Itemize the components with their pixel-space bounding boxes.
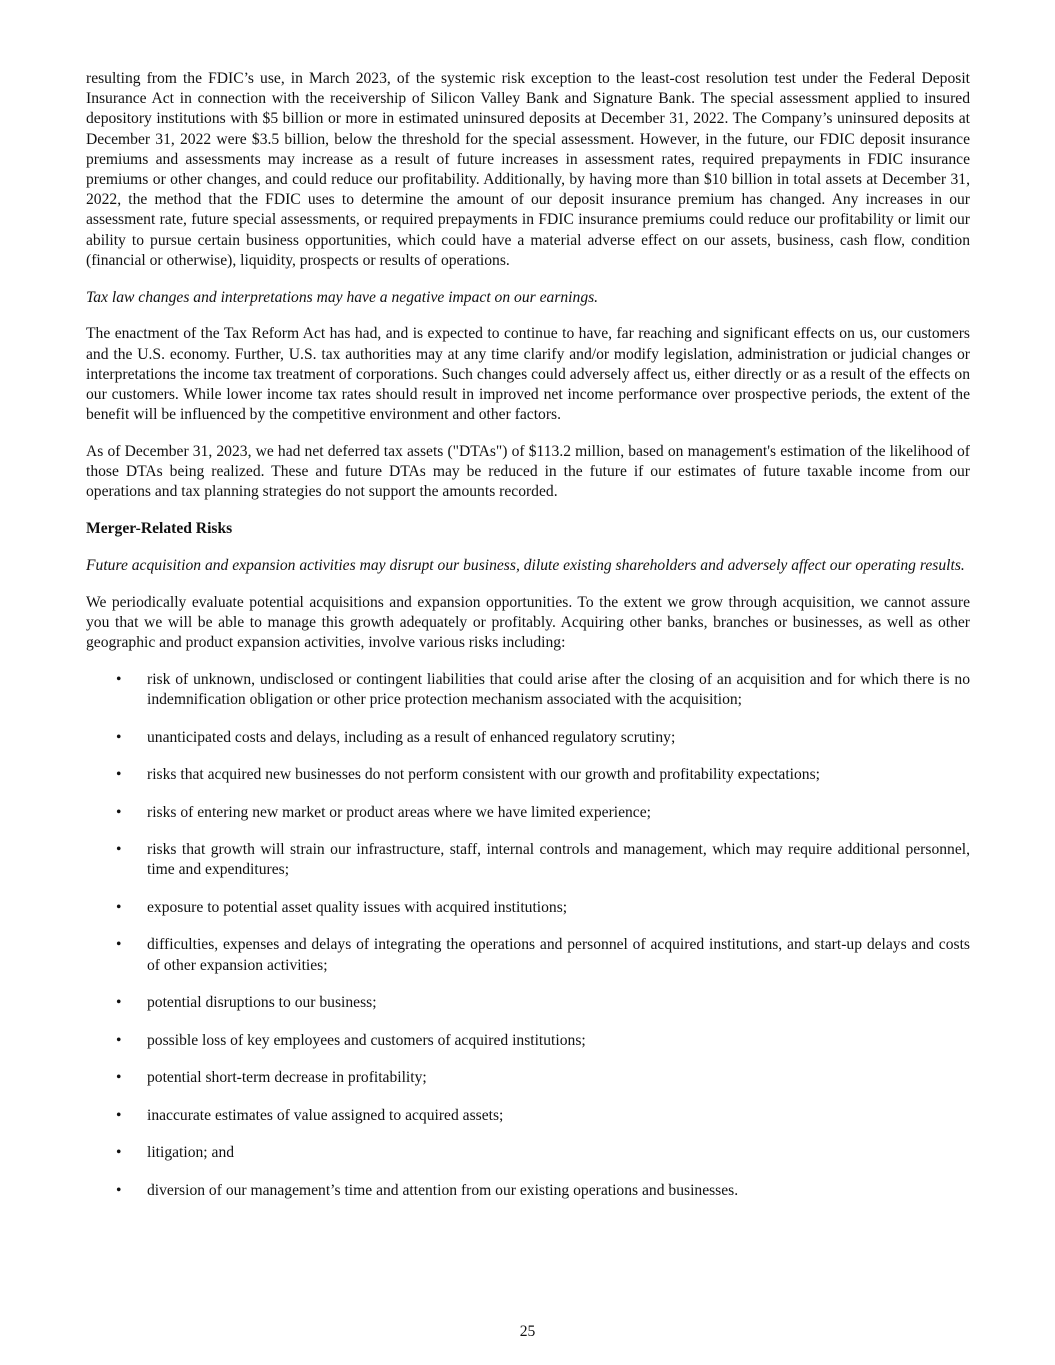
list-item (86, 1068, 970, 1088)
list-item-text: exposure to potential asset quality issues with acquired institutions; (147, 898, 568, 916)
bullet-icon: • (116, 898, 122, 916)
subheading-acquisition: Future acquisition and expansion activities may disrupt our business, dilute existing shareholders and adversely affect our operating results. (86, 557, 965, 575)
bullet-icon: • (116, 728, 122, 746)
bullet-icon: • (116, 936, 122, 954)
list-item-text: risks that growth will strain our infrastructure, staff, internal controls and management, which may require additional personnel, time and expenditures; (147, 841, 970, 879)
list-item (86, 1181, 970, 1201)
list-item (86, 670, 970, 710)
risk-list (86, 670, 970, 1201)
paragraph-acquisitions: We periodically evaluate potential acquisitions and expansion opportunities. To the extent we grow through acquisition, we cannot assure you that we will be able to manage this growth adequately or profitably. Acquiring other banks, branches or businesses, as well as other geographic and product expansion activities, involve various risks including: (86, 593, 970, 652)
list-item-text: risks that acquired new businesses do not perform consistent with our growth and profitability expectations; (147, 766, 820, 784)
list-item-text: diversion of our management’s time and attention from our existing operations and businesses. (147, 1181, 739, 1199)
list-item-text: litigation; and (147, 1144, 235, 1162)
bullet-icon: • (116, 766, 122, 784)
list-item (86, 1031, 970, 1051)
bullet-icon: • (116, 803, 122, 821)
list-item (86, 935, 970, 975)
list-item (86, 840, 970, 880)
section-heading-merger: Merger-Related Risks (86, 520, 233, 538)
bullet-icon: • (116, 1031, 122, 1049)
page-number: 25 (519, 1323, 536, 1340)
bullet-icon: • (116, 994, 122, 1012)
list-item (86, 1106, 970, 1126)
bullet-icon: • (116, 671, 122, 689)
list-item-text: risks of entering new market or product areas where we have limited experience; (147, 803, 651, 821)
list-item-text: difficulties, expenses and delays of integrating the operations and personnel of acquired institutions, and start-up delays and costs of other expansion activities; (147, 936, 970, 974)
paragraph-fdic: resulting from the FDIC’s use, in March 2023, of the systemic risk exception to the least-cost resolution test under the Federal Deposit Insurance Act in connection with the receivership of Silicon Valley Bank and Signature Bank. The special assessment applied to insured depository institutions with $5 billion or more in estimated uninsured deposits at December 31, 2022. The Company’s uninsured deposits at December 31, 2022 were $3.5 billion, below the threshold for the special assessment. However, in the future, our FDIC deposit insurance premiums and assessments may increase as a result of future increases in assessment rates, required prepayments in FDIC insurance premiums or other changes, and could reduce our profitability. Additionally, by having more than $10 billion in total assets at December 31, 2022, the method that the FDIC uses to determine the amount of our deposit insurance premium has changed. Any increases in our assessment rate, future special assessments, or required prepayments in FDIC insurance premiums could reduce our profitability or limit our ability to pursue certain business opportunities, which could have a material adverse effect on our assets, business, cash flow, condition (financial or otherwise), liquidity, prospects or results of operations. (86, 70, 970, 269)
document-page (86, 69, 970, 1218)
bullet-icon: • (116, 841, 122, 859)
list-item (86, 765, 970, 785)
list-item (86, 993, 970, 1013)
list-item-text: possible loss of key employees and customers of acquired institutions; (147, 1031, 586, 1049)
list-item (86, 728, 970, 748)
bullet-icon: • (116, 1106, 122, 1124)
list-item (86, 803, 970, 823)
bullet-icon: • (116, 1181, 122, 1199)
bullet-icon: • (116, 1144, 122, 1162)
bullet-icon: • (116, 1069, 122, 1087)
list-item-text: unanticipated costs and delays, including as a result of enhanced regulatory scrutiny; (147, 728, 676, 746)
paragraph-dta: As of December 31, 2023, we had net deferred tax assets ("DTAs") of $113.2 million, based on management's estimation of the likelihood of those DTAs being realized. These and future DTAs may be reduced in the future if our estimates of future taxable income from our operations and tax planning strategies do not support the amounts recorded. (86, 443, 970, 501)
list-item-text: inaccurate estimates of value assigned to acquired assets; (147, 1106, 504, 1124)
list-item-text: potential disruptions to our business; (147, 994, 377, 1012)
list-item (86, 898, 970, 918)
list-item-text: potential short-term decrease in profitability; (147, 1069, 427, 1087)
list-item-text: risk of unknown, undisclosed or contingent liabilities that could arise after the closing of an acquisition and for which there is no indemnification obligation or other price protection mechanism associated with the acquisition; (147, 671, 970, 709)
paragraph-tax-reform: The enactment of the Tax Reform Act has had, and is expected to continue to have, far reaching and significant effects on us, our customers and the U.S. economy. Further, U.S. tax authorities may at any time clarify and/or modify legislation, administration or judicial changes or interpretations the income tax treatment of corporations. Such changes could adversely affect us, either directly or as a result of the effects on our customers. While lower income tax rates should result in improved net income performance over prospective periods, the extent of the benefit will be influenced by the competitive environment and other factors. (86, 325, 970, 424)
list-item (86, 1143, 970, 1163)
subheading-tax-law: Tax law changes and interpretations may have a negative impact on our earnings. (86, 288, 599, 306)
